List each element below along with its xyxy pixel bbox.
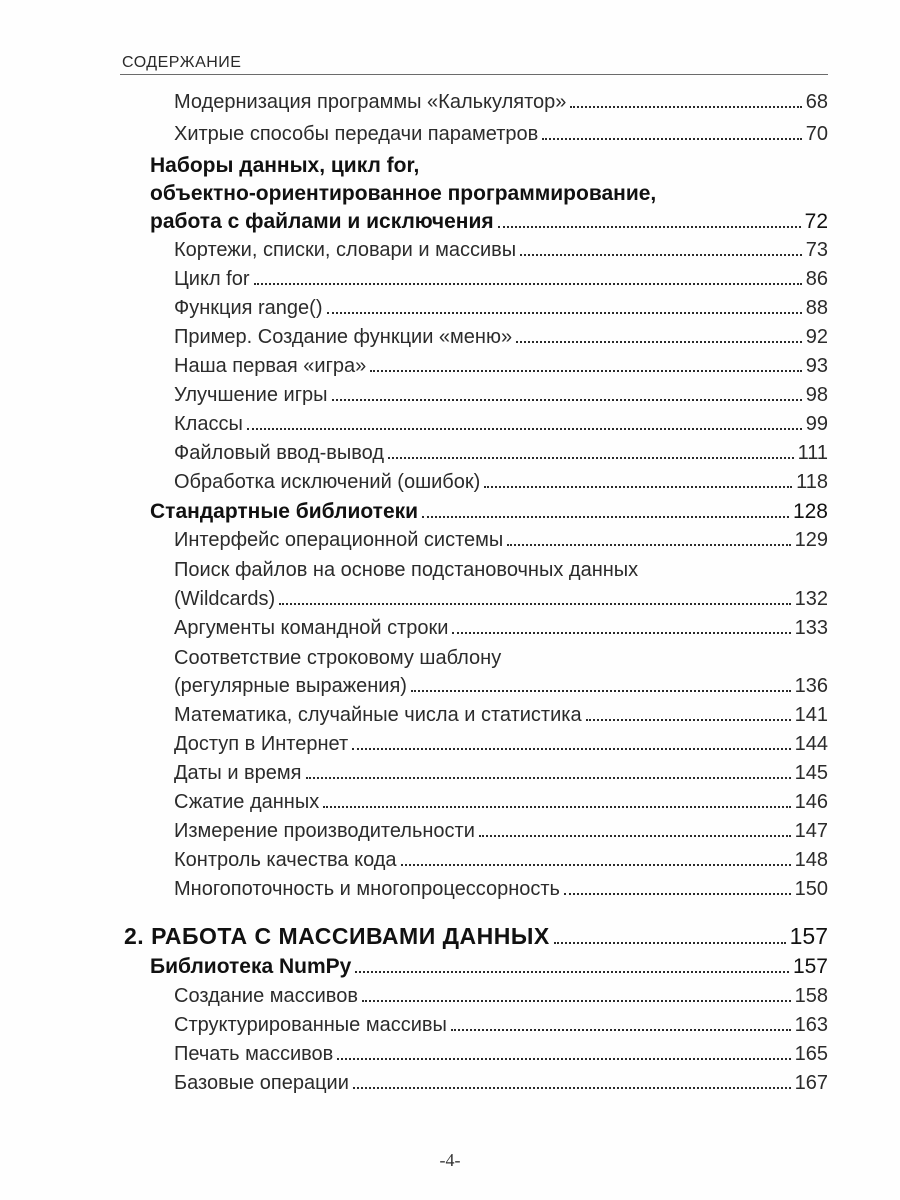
toc-entry[interactable] (174, 356, 828, 376)
toc-entry-title: Файловый ввод-вывод (174, 442, 385, 464)
toc-entry-title: Печать массивов (174, 1043, 334, 1065)
dot-leader (520, 254, 802, 256)
toc-entry-page: 70 (805, 123, 828, 145)
toc-entry[interactable] (174, 618, 828, 638)
dot-leader (388, 457, 794, 459)
toc-entry-title: Стандартные библиотеки (150, 500, 419, 523)
toc-entry-title: Цикл for (174, 268, 250, 290)
toc-entry-page: 165 (794, 1043, 828, 1065)
dot-leader (484, 486, 792, 488)
toc-entry-page: 158 (794, 985, 828, 1007)
toc-entry[interactable] (174, 92, 828, 112)
dot-leader (332, 399, 802, 401)
toc-entry-page: 144 (794, 733, 828, 755)
toc-entry-page: 68 (805, 91, 828, 113)
toc-entry-title: Улучшение игры (174, 384, 328, 406)
dot-leader (362, 1000, 791, 1002)
toc-entry-title: Базовые операции (174, 1072, 349, 1094)
toc-entry[interactable] (174, 676, 828, 696)
toc-entry-page: 136 (794, 675, 828, 697)
toc-entry[interactable] (174, 1073, 828, 1093)
toc-entry-page: 129 (794, 529, 828, 551)
toc-entry[interactable] (174, 850, 828, 870)
toc-entry-page: 132 (794, 588, 828, 610)
dot-leader (411, 690, 791, 692)
toc-entry-page: 150 (794, 878, 828, 900)
dot-leader (422, 516, 789, 518)
toc-entry[interactable] (174, 240, 828, 260)
toc-section-title-line[interactable]: Наборы данных, цикл for, (150, 154, 420, 177)
toc-entry-page: 86 (805, 268, 828, 290)
toc-entry-page: 98 (805, 384, 828, 406)
toc-entry-title: Функция range() (174, 297, 323, 319)
dot-leader (306, 777, 791, 779)
dot-leader (323, 806, 790, 808)
dot-leader (355, 971, 789, 973)
dot-leader (498, 226, 801, 228)
dot-leader (507, 544, 790, 546)
page-number: -4- (439, 1150, 461, 1170)
toc-entry-title: Сжатие данных (174, 791, 320, 813)
dot-leader (353, 1087, 791, 1089)
dot-leader (352, 748, 791, 750)
toc-entry[interactable] (174, 269, 828, 289)
toc-entry-page: 99 (805, 413, 828, 435)
toc-entry-page: 157 (792, 955, 828, 978)
dot-leader (564, 893, 791, 895)
toc-entry[interactable] (174, 792, 828, 812)
toc-entry-title: (регулярные выражения) (174, 675, 407, 697)
dot-leader (542, 138, 802, 140)
toc-entry[interactable] (174, 821, 828, 841)
toc-entry-title: Доступ в Интернет (174, 733, 349, 755)
toc-section-title-line[interactable]: объектно-ориентированное программирование, (150, 182, 657, 205)
toc-entry[interactable] (174, 763, 828, 783)
toc-entry-page: 148 (794, 849, 828, 871)
toc-entry[interactable] (174, 530, 828, 550)
toc-entry-title: (Wildcards) (174, 588, 276, 610)
toc-section-entry[interactable] (150, 956, 828, 977)
toc-entry[interactable] (174, 734, 828, 754)
toc-entry-title: Контроль качества кода (174, 849, 397, 871)
toc-entry-page: 147 (794, 820, 828, 842)
toc-entry-title: Хитрые способы передачи параметров (174, 123, 539, 145)
toc-entry-title: Классы (174, 413, 243, 435)
dot-leader (479, 835, 791, 837)
toc-entry-title: Многопоточность и многопроцессорность (174, 878, 560, 900)
toc-entry-title: Кортежи, списки, словари и массивы (174, 239, 517, 261)
toc-entry[interactable] (174, 705, 828, 725)
toc-entry-page: 73 (805, 239, 828, 261)
toc-entry-page: 118 (796, 471, 828, 493)
toc-entry[interactable] (174, 986, 828, 1006)
toc-entry-title: Создание массивов (174, 985, 358, 1007)
toc-entry-title: Обработка исключений (ошибок) (174, 471, 481, 493)
toc-entry-title: Математика, случайные числа и статистика (174, 704, 582, 726)
toc-entry-page: 92 (805, 326, 828, 348)
toc-entry-title: Даты и время (174, 762, 302, 784)
running-head: СОДЕРЖАНИЕ (122, 54, 242, 71)
dot-leader (254, 283, 802, 285)
toc-entry-title: Измерение производительности (174, 820, 475, 842)
dot-leader (570, 106, 801, 108)
toc-entry-title: 2. РАБОТА С МАССИВАМИ ДАННЫХ (124, 923, 550, 949)
dot-leader (247, 428, 802, 430)
toc-entry[interactable] (174, 298, 828, 318)
toc-entry-page: 133 (794, 617, 828, 639)
toc-entry[interactable] (174, 589, 828, 609)
toc-chapter-entry[interactable] (124, 925, 828, 948)
dot-leader (279, 603, 791, 605)
toc-entry-title: Модернизация программы «Калькулятор» (174, 91, 567, 113)
toc-entry[interactable] (174, 1044, 828, 1064)
dot-leader (554, 942, 786, 944)
dot-leader (516, 341, 802, 343)
toc-entry[interactable] (174, 879, 828, 899)
toc-entry-page: 111 (797, 442, 828, 464)
toc-entry-title-line[interactable]: Соответствие строковому шаблону (174, 647, 502, 669)
dot-leader (327, 312, 802, 314)
toc-entry-title: Структурированные массивы (174, 1014, 447, 1036)
toc-entry-page: 163 (794, 1014, 828, 1036)
toc-entry-title: Аргументы командной строки (174, 617, 449, 639)
toc-entry[interactable] (174, 472, 828, 492)
toc-entry-title: Интерфейс операционной системы (174, 529, 504, 551)
toc-section-entry[interactable] (150, 211, 828, 232)
toc-entry-page: 93 (805, 355, 828, 377)
dot-leader (337, 1058, 790, 1060)
dot-leader (451, 1029, 791, 1031)
toc-entry-page: 88 (805, 297, 828, 319)
toc-entry-page: 146 (794, 791, 828, 813)
toc-entry-title: Наша первая «игра» (174, 355, 367, 377)
toc-entry-title: Пример. Создание функции «меню» (174, 326, 513, 348)
dot-leader (370, 370, 802, 372)
toc-entry-page: 167 (794, 1072, 828, 1094)
toc-section-entry[interactable] (150, 501, 828, 522)
toc-entry-page: 145 (794, 762, 828, 784)
dot-leader (401, 864, 791, 866)
toc-entry-page: 72 (804, 210, 828, 233)
toc-entry[interactable] (174, 414, 828, 434)
toc-entry[interactable] (174, 385, 828, 405)
toc-entry[interactable] (174, 327, 828, 347)
dot-leader (452, 632, 790, 634)
toc-entry[interactable] (174, 124, 828, 144)
toc-entry[interactable] (174, 443, 828, 463)
toc-entry-page: 141 (794, 704, 828, 726)
toc-entry-title-line[interactable]: Поиск файлов на основе подстановочных данных (174, 559, 639, 581)
toc-entry[interactable] (174, 1015, 828, 1035)
toc-entry-page: 157 (789, 923, 828, 949)
toc-entry-title: Библиотека NumPy (150, 955, 352, 978)
toc-entry-title: работа с файлами и исключения (150, 210, 494, 233)
toc-entry-page: 128 (792, 500, 828, 523)
dot-leader (586, 719, 791, 721)
